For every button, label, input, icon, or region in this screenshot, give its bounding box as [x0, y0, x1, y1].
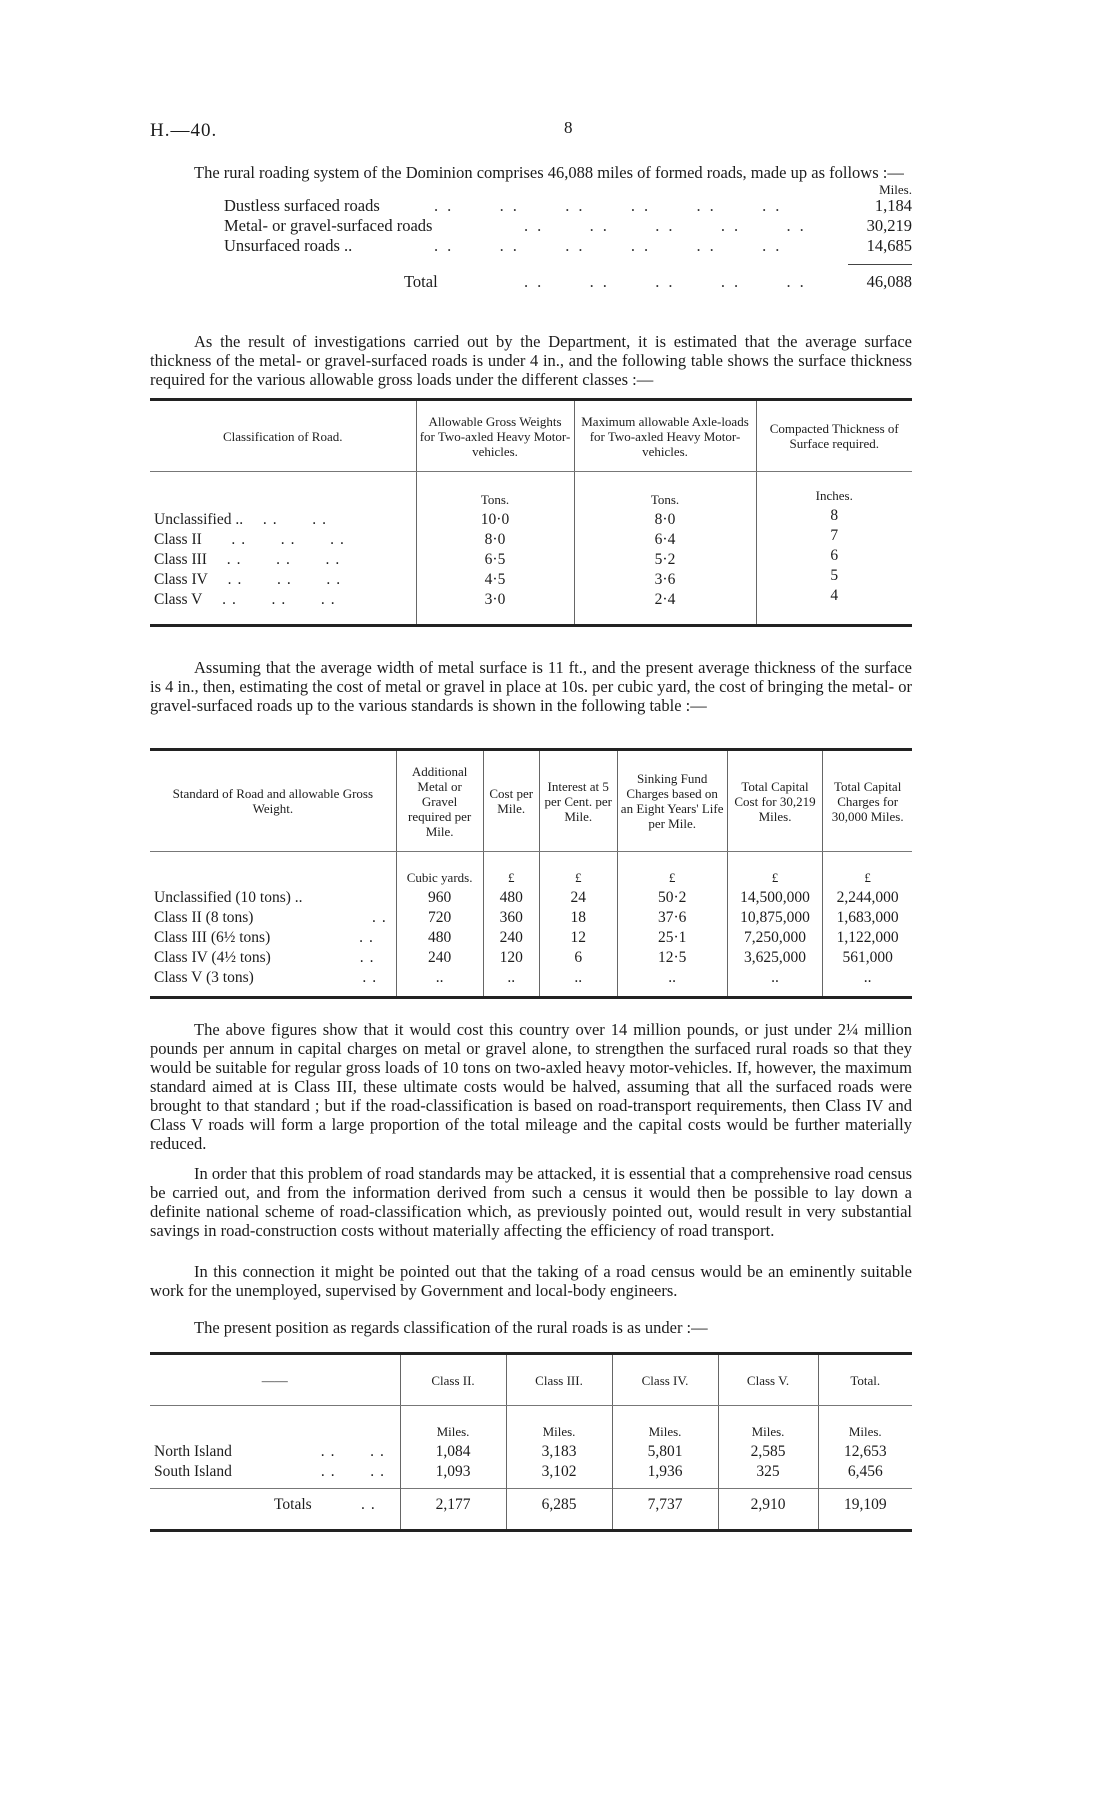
interest-value: ..: [574, 969, 583, 986]
cost-value: 120: [499, 949, 523, 966]
header-thickness: Compacted Thickness of Surface required.: [756, 400, 912, 472]
road-summary: Miles. Dustless surfaced roads .. .. .. .. .. .. 1,184 Metal- or gravel-surfaced roads .. .. .. .. .. 30,219 Unsurfaced roads .. .. .. .. .. .. .. 14,685 Total .. .. .. .. .. 46,088: [224, 182, 912, 291]
row-label: Unclassified ..: [154, 511, 244, 528]
intro-paragraph: The rural roading system of the Dominion comprises 46,088 miles of formed roads, made up as follows :—: [194, 163, 904, 182]
row-label: Class II: [154, 531, 202, 548]
row-label: North Island: [154, 1443, 232, 1460]
header-sinking-fund: Sinking Fund Charges based on an Eight Years' Life per Mile.: [617, 750, 727, 852]
totals-class-3: 6,285: [506, 1489, 612, 1531]
capital-charges-value: 1,122,000: [836, 929, 899, 946]
header-class-5: Class V.: [718, 1354, 818, 1406]
unit-label: Miles.: [751, 1424, 785, 1439]
capital-cost-value: 14,500,000: [740, 889, 810, 906]
header-cost-per-mile: Cost per Mile.: [483, 750, 539, 852]
capital-cost-value: 7,250,000: [744, 929, 807, 946]
summary-value: 30,219: [866, 216, 912, 235]
totals-label: Totals: [274, 1496, 312, 1513]
capital-charges-value: 1,683,000: [836, 909, 899, 926]
thickness-value: 4: [830, 587, 839, 604]
row-label: South Island: [154, 1463, 232, 1480]
header-classification: Classification of Road.: [150, 400, 416, 472]
header-class-2: Class II.: [400, 1354, 506, 1406]
interest-value: 6: [574, 949, 583, 966]
metal-value: 960: [427, 889, 452, 906]
header-axle-loads: Maximum allowable Axle-loads for Two-axled Heavy Motor-vehicles.: [574, 400, 756, 472]
unit-label: Miles.: [848, 1424, 882, 1439]
cost-paragraph: Assuming that the average width of metal surface is 11 ft., and the present average thickness of the surface is 4 in., then, estimating the cost of metal or gravel in place at 10s. per cubic yard, the cost of bringing the metal- or gravel-surfaced roads up to the various standards is shown in the following table :—: [150, 658, 912, 715]
interest-value: 12: [570, 929, 586, 946]
summary-label: Unsurfaced roads ..: [224, 236, 353, 255]
header-additional-metal: Additional Metal or Gravel required per Mile.: [396, 750, 483, 852]
page-number: 8: [564, 118, 573, 137]
metal-value: 480: [427, 929, 452, 946]
unit-label: Miles.: [542, 1424, 576, 1439]
unit-label: Inches.: [815, 488, 853, 503]
header-total: Total.: [818, 1354, 912, 1406]
header-interest: Interest at 5 per Cent. per Mile.: [539, 750, 617, 852]
row-label: Class IV: [154, 571, 208, 588]
unit-label: £: [668, 870, 676, 885]
summary-total-value: 46,088: [866, 272, 912, 291]
cost-table: Standard of Road and allowable Gross Weight. Additional Metal or Gravel required per Mile. Cost per Mile. Interest at 5 per Cent. per Mile. Sinking Fund Charges based on an Eight Years' Life per Mile. Total Capital Cost for 30,219 Miles. Total Capital Charges for 30,000 Miles. Unclassified (10 tons) .. Class II (8 tons) .. Class III (6½ tons) .. Class IV (4½ tons) .. Class V (3 tons) .. Cubic yards. 960 720 480 240 .. £ 480 360 240 120 .. £ 24 18 12 6 .. £ 50·2 37·6 25·1 12·5 .. £ 14,500,000 10,875,000 7,250,000 3,625,000 .. £ 2,244,000 1,683,000 1,122,000 561,000 ..: [150, 748, 912, 999]
summary-unit-label: Miles.: [879, 182, 912, 197]
axle-load-value: 2·4: [654, 591, 676, 608]
thickness-value: 5: [830, 567, 839, 584]
thickness-value: 6: [830, 547, 839, 564]
summary-label: Dustless surfaced roads: [224, 196, 380, 215]
unit-label: £: [574, 870, 582, 885]
class-3-value: 3,183: [541, 1443, 577, 1460]
row-label: Class V: [154, 591, 203, 608]
gross-weight-value: 10·0: [480, 511, 510, 528]
header-capital-30219: Total Capital Cost for 30,219 Miles.: [727, 750, 823, 852]
gross-weight-value: 3·0: [484, 591, 506, 608]
row-label: Class V (3 tons): [154, 969, 254, 986]
class-2-value: 1,084: [435, 1443, 471, 1460]
totals-class-5: 2,910: [718, 1489, 818, 1531]
totals-total: 19,109: [818, 1489, 912, 1531]
summary-value: 1,184: [874, 196, 912, 215]
total-value: 12,653: [843, 1443, 887, 1460]
summary-label: Metal- or gravel-surfaced roads: [224, 216, 433, 235]
class-2-value: 1,093: [435, 1463, 471, 1480]
class-4-value: 5,801: [647, 1443, 683, 1460]
unit-label: £: [507, 870, 515, 885]
position-paragraph: The present position as regards classification of the rural roads is as under :—: [194, 1318, 708, 1337]
unit-label: Tons.: [480, 492, 510, 507]
summary-value: 14,685: [866, 236, 912, 255]
header-standard: Standard of Road and allowable Gross Weight.: [150, 750, 396, 852]
axle-load-value: 5·2: [654, 551, 676, 568]
thickness-paragraph: As the result of investigations carried out by the Department, it is estimated that the average surface thickness of the metal- or gravel-surfaced roads is under 4 in., and the following table shows the surface thickness required for the various allowable gross loads under the different classes :—: [150, 332, 912, 389]
unit-label: Tons.: [650, 492, 680, 507]
capital-charges-value: 561,000: [842, 949, 893, 966]
axle-load-value: 8·0: [654, 511, 676, 528]
header-capital-30000: Total Capital Charges for 30,000 Miles.: [823, 750, 912, 852]
header-class-4: Class IV.: [612, 1354, 718, 1406]
totals-class-4: 7,737: [612, 1489, 718, 1531]
row-label: Class II (8 tons): [154, 909, 254, 926]
class-5-value: 2,585: [750, 1443, 786, 1460]
totals-class-2: 2,177: [400, 1489, 506, 1531]
document-reference: H.—40.: [150, 120, 218, 141]
interest-value: 18: [570, 909, 586, 926]
cost-value: 360: [499, 909, 523, 926]
summary-total-label: Total: [404, 272, 438, 291]
sinking-fund-value: 12·5: [657, 949, 687, 966]
header-class-3: Class III.: [506, 1354, 612, 1406]
figures-paragraph: The above figures show that it would cost this country over 14 million pounds, or just under 2¼ million pounds per annum in capital charges on metal or gravel alone, to strengthen the surfaced rural roads so that they would be suitable for regular gross loads of 10 tons on two-axled heavy motor-vehicles. If, however, the maximum standard aimed at is Class III, these ultimate costs would be halved, assuming that all the surfaced roads were brought to that standard ; but if the road-classification is based on road-transport requirements, then Class IV and Class V roads will form a large proportion of the total mileage and the capital costs would be further materially reduced.: [150, 1020, 912, 1153]
axle-load-value: 3·6: [654, 571, 676, 588]
census-paragraph: In order that this problem of road standards may be attacked, it is essential that a comprehensive road census be carried out, and from the information derived from such a census it would then be possible to lay down a definite national scheme of road-classification which, as previously pointed out, would result in very substantial savings in road-construction costs without materially affecting the efficiency of road transport.: [150, 1164, 912, 1240]
row-label: Unclassified (10 tons) ..: [154, 889, 303, 906]
cost-value: 240: [499, 929, 523, 946]
sinking-fund-value: 37·6: [657, 909, 687, 926]
unemployed-paragraph: In this connection it might be pointed out that the taking of a road census would be an eminently suitable work for the unemployed, supervised by Government and local-body engineers.: [150, 1262, 912, 1300]
gross-weight-value: 8·0: [484, 531, 506, 548]
sinking-fund-value: ..: [668, 969, 677, 986]
sinking-fund-value: 25·1: [657, 929, 687, 946]
row-label: Class III (6½ tons): [154, 929, 271, 946]
interest-value: 24: [570, 889, 586, 906]
surface-thickness-table: Classification of Road. Allowable Gross Weights for Two-axled Heavy Motor-vehicles. Maximum allowable Axle-loads for Two-axled Heavy Motor-vehicles. Compacted Thickness of Surface required. Unclassified .. .. .. Class II .. .. .. Class III .. .. .. Class IV .. .. .. Class V .. .. .. Tons. 10·0 8·0 6·5 4·5 3·0 Tons. 8·0 6·4 5·2 3·6 2·4 Inches. 8 7 6 5 4: [150, 398, 912, 627]
axle-load-value: 6·4: [654, 531, 676, 548]
capital-charges-value: ..: [863, 969, 872, 986]
cost-value: ..: [507, 969, 516, 986]
gross-weight-value: 6·5: [484, 551, 506, 568]
capital-charges-value: 2,244,000: [836, 889, 899, 906]
metal-value: 720: [427, 909, 452, 926]
row-label: Class IV (4½ tons): [154, 949, 271, 966]
unit-label: £: [864, 870, 871, 885]
unit-label: £: [771, 870, 779, 885]
thickness-value: 8: [830, 507, 839, 524]
capital-cost-value: 10,875,000: [740, 909, 810, 926]
row-label: Class III: [154, 551, 207, 568]
header-gross-weights: Allowable Gross Weights for Two-axled Heavy Motor-vehicles.: [416, 400, 574, 472]
class-4-value: 1,936: [647, 1463, 683, 1480]
capital-cost-value: 3,625,000: [744, 949, 807, 966]
thickness-value: 7: [830, 527, 839, 544]
cost-value: 480: [499, 889, 523, 906]
capital-cost-value: ..: [771, 969, 779, 986]
unit-label: Miles.: [648, 1424, 682, 1439]
total-value: 6,456: [847, 1463, 883, 1480]
unit-label: Cubic yards.: [406, 870, 473, 885]
class-3-value: 3,102: [541, 1463, 577, 1480]
gross-weight-value: 4·5: [484, 571, 506, 588]
class-5-value: 325: [756, 1463, 780, 1480]
sinking-fund-value: 50·2: [657, 889, 687, 906]
header-blank: ——: [150, 1354, 400, 1406]
metal-value: ..: [435, 969, 444, 986]
metal-value: 240: [427, 949, 452, 966]
unit-label: Miles.: [436, 1424, 470, 1439]
classification-position-table: —— Class II. Class III. Class IV. Class V. Total. North Island .. .. South Island .. .. Miles. 1,084 1,093 Miles. 3,183 3,102 Miles. 5,801 1,936 Miles. 2,585 325 Miles. 12,653 6,456 Totals .. 2,177 6,285 7,737 2,910 19,109: [150, 1352, 912, 1532]
